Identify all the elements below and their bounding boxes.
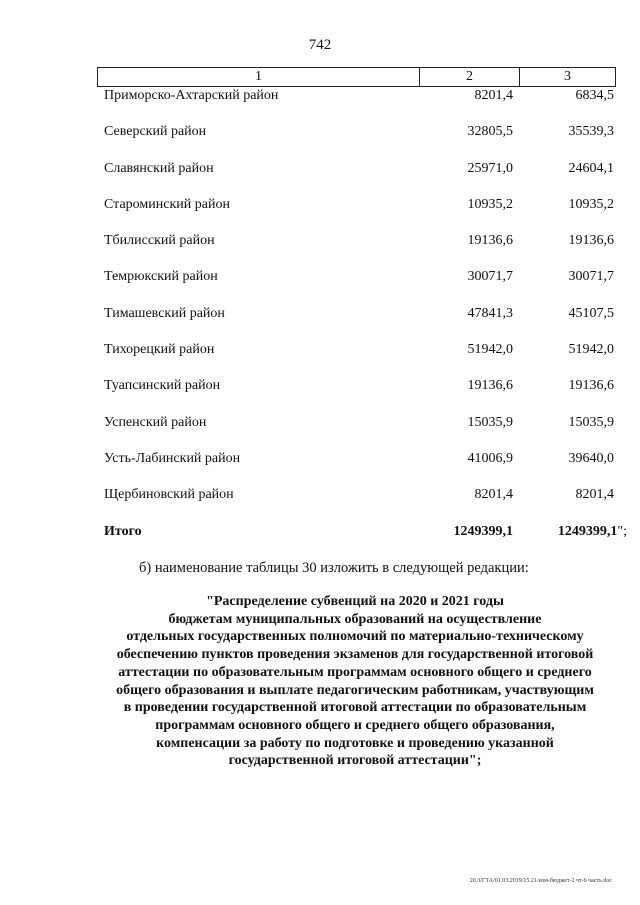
- district-name: Приморско-Ахтарский район: [104, 88, 279, 103]
- district-name: Староминский район: [104, 196, 230, 212]
- title-line: обеспечению пунктов проведения экзаменов для государственной итоговой: [116, 647, 594, 663]
- total-2021-wrap: [558, 524, 627, 540]
- total-row: [97, 521, 627, 557]
- header-col-2: 2: [420, 68, 520, 86]
- total-label: Итого: [104, 523, 142, 539]
- district-name: Тимашевский район: [104, 305, 225, 321]
- value-2020: 41006,9: [467, 450, 513, 466]
- value-2021: 15035,9: [568, 414, 614, 430]
- value-2020: 25971,0: [467, 160, 513, 176]
- value-2021: 19136,6: [568, 378, 614, 394]
- title-line: в проведении государственной итоговой аттестации по образовательным: [123, 700, 587, 716]
- table-row: [97, 158, 616, 194]
- value-2021: 39640,0: [568, 450, 614, 466]
- title-line: "Распределение субвенций на 2020 и 2021 годы: [206, 594, 504, 609]
- value-2021: 24604,1: [568, 160, 614, 176]
- value-2020: 8201,4: [474, 88, 513, 103]
- table-row: [97, 85, 616, 121]
- table-row: [97, 266, 616, 302]
- table-row: [97, 194, 616, 230]
- table-row: [97, 448, 616, 484]
- value-2021: 35539,3: [568, 124, 614, 140]
- district-name: Туапсинский район: [104, 378, 221, 394]
- page-number: 742: [308, 37, 332, 53]
- value-2020: 32805,5: [467, 124, 513, 140]
- table-row: [97, 230, 616, 266]
- district-name: Северский район: [104, 124, 207, 140]
- file-footer: 20.3/ГТА/01.03.2019/15.21/изм-бюджет-2 чт-6 часть.doc: [469, 878, 612, 884]
- table-row: [97, 484, 616, 520]
- value-2020: 30071,7: [467, 269, 513, 285]
- value-2020: 10935,2: [467, 196, 513, 212]
- title-line: государственной итоговой аттестации";: [228, 753, 482, 769]
- district-name: Темрюкский район: [104, 269, 218, 285]
- value-2020: 47841,3: [467, 305, 513, 321]
- district-name: Щербиновский район: [104, 487, 234, 503]
- district-name: Усть-Лабинский район: [104, 450, 241, 466]
- table-body: [97, 85, 627, 557]
- district-name: Тихорецкий район: [104, 342, 215, 358]
- table-title: [95, 593, 615, 770]
- district-name: Успенский район: [104, 414, 207, 430]
- value-2021: 6834,5: [575, 88, 614, 103]
- title-line: компенсации за работу по подготовке и проведению указанной: [156, 735, 554, 751]
- amendment-paragraph: б) наименование таблицы 30 изложить в следующей редакции:: [139, 560, 529, 576]
- title-line: общего образования и выплате педагогическим работникам, участвующим: [116, 682, 594, 698]
- value-2020: 51942,0: [467, 342, 513, 358]
- value-2020: 15035,9: [467, 414, 513, 430]
- table-header: [97, 67, 616, 87]
- value-2021: 8201,4: [575, 487, 614, 503]
- value-2020: 8201,4: [474, 487, 513, 503]
- title-line: бюджетам муниципальных образований на осуществление: [168, 611, 542, 627]
- table-row: [97, 339, 616, 375]
- value-2021: 45107,5: [568, 305, 614, 321]
- table-row: [97, 375, 616, 411]
- title-line: аттестации по образовательным программам основного общего и среднего: [118, 664, 592, 680]
- table-row: [97, 121, 616, 157]
- district-name: Тбилисский район: [104, 233, 215, 249]
- table-row: [97, 412, 616, 448]
- header-col-3: 3: [564, 69, 571, 84]
- value-2021: 51942,0: [568, 342, 614, 358]
- value-2021: 30071,7: [568, 269, 614, 285]
- closing-quote: ";: [617, 523, 627, 539]
- title-line: отдельных государственных полномочий по материально-техническому: [126, 629, 584, 645]
- table-row: [97, 303, 616, 339]
- total-2021: 1249399,1: [557, 523, 618, 539]
- value-2020: 19136,6: [467, 233, 513, 249]
- title-line: программам основного общего и среднего общего образования,: [155, 717, 555, 733]
- total-2020: 1249399,1: [453, 523, 513, 539]
- header-col-1: 1: [98, 68, 420, 86]
- value-2021: 10935,2: [568, 196, 614, 212]
- value-2020: 19136,6: [467, 378, 513, 394]
- value-2021: 19136,6: [568, 233, 614, 249]
- district-name: Славянский район: [104, 160, 214, 176]
